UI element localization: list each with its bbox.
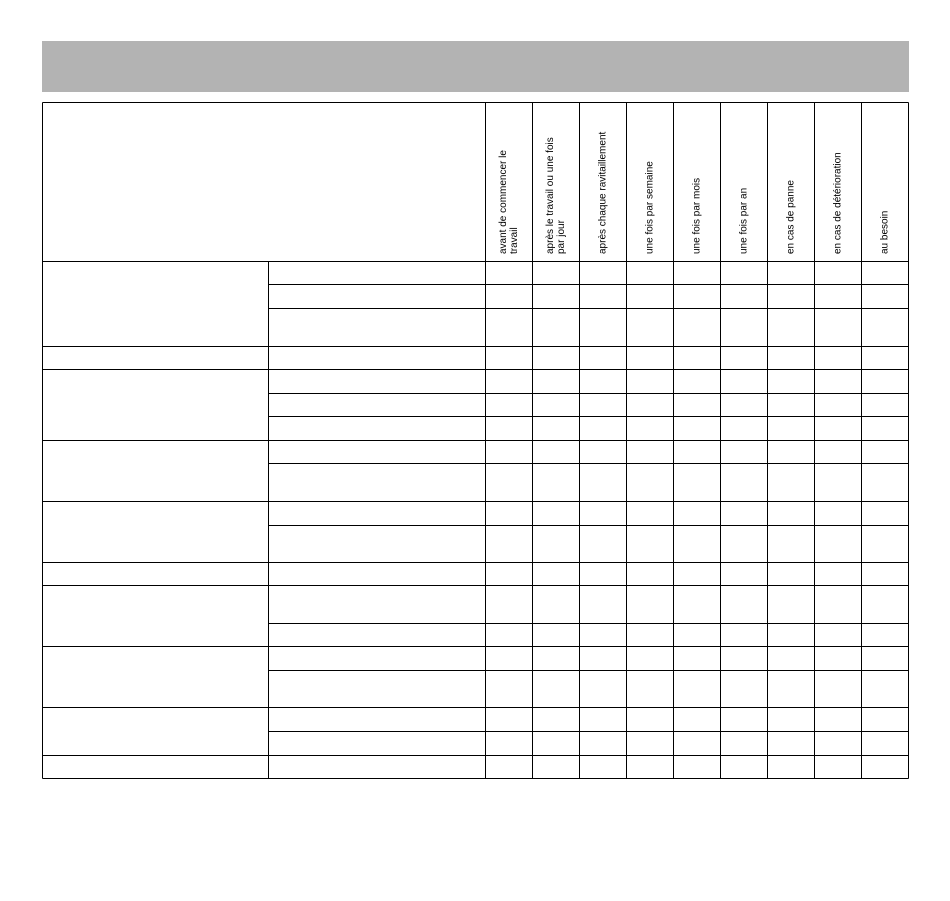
column-header-label xyxy=(786,180,797,254)
column-header-label xyxy=(739,188,750,254)
column-headers xyxy=(498,131,891,254)
column-header-line: par jour xyxy=(556,220,567,254)
column-header-line: après le travail ou une fois xyxy=(545,137,556,254)
column-header-line: une fois par semaine xyxy=(644,161,656,254)
column-header-label xyxy=(598,131,609,254)
column-header-line: au besoin xyxy=(879,210,891,254)
column-header-label xyxy=(645,161,656,254)
column-header-label xyxy=(833,152,844,254)
column-header-line: une fois par mois xyxy=(691,177,703,254)
column-header-line: en cas de détérioration xyxy=(832,152,844,254)
column-header-line: travail xyxy=(509,227,520,254)
column-header-label xyxy=(498,150,520,254)
column-header-label xyxy=(545,137,567,254)
column-header-line: avant de commencer le xyxy=(498,150,509,254)
column-header-label xyxy=(692,178,703,254)
column-header-line: après chaque ravitaillement xyxy=(597,131,609,254)
column-header-line: une fois par an xyxy=(738,187,750,254)
column-header-label xyxy=(880,211,891,254)
column-header-line: en cas de panne xyxy=(785,180,797,254)
table-grid-lines xyxy=(43,103,909,779)
